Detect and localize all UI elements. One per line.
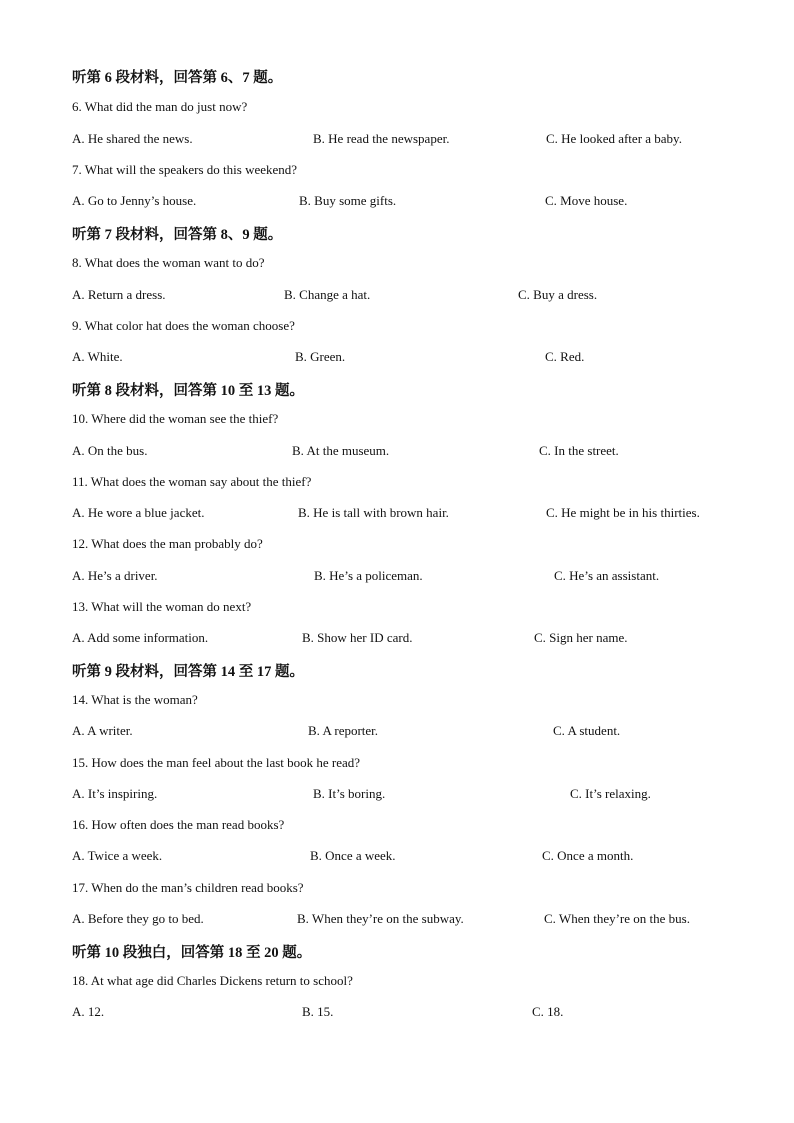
option-b: B. At the museum.: [292, 443, 390, 458]
question-18: 18. At what age did Charles Dickens return to school?: [72, 973, 353, 988]
question-18-options: [0, 1004, 794, 1022]
option-a: A. Add some information.: [72, 630, 209, 645]
option-a: A. Before they go to bed.: [72, 911, 204, 926]
option-c: C. It’s relaxing.: [570, 786, 651, 801]
question-15-options: [0, 786, 794, 804]
question-16-options: [0, 848, 794, 866]
question-15: 15. How does the man feel about the last book he read?: [72, 755, 361, 770]
option-a: A. He shared the news.: [72, 131, 193, 146]
option-c: C. 18.: [532, 1004, 564, 1019]
option-c: C. He’s an assistant.: [554, 568, 660, 583]
question-14-options: [0, 723, 794, 741]
option-c: C. Sign her name.: [534, 630, 628, 645]
option-c: C. He looked after a baby.: [546, 131, 682, 146]
question-10: 10. Where did the woman see the thief?: [72, 411, 279, 426]
section-heading: 听第 8 段材料，回答第 10 至 13 题。: [72, 383, 304, 399]
option-b: B. He’s a policeman.: [314, 568, 423, 583]
option-b: B. Once a week.: [310, 848, 396, 863]
option-a: A. It’s inspiring.: [72, 786, 158, 801]
option-a: A. He’s a driver.: [72, 568, 158, 583]
option-a: A. 12.: [72, 1004, 105, 1019]
option-c: C. In the street.: [539, 443, 619, 458]
question-7-options: [0, 193, 794, 211]
question-12-options: [0, 568, 794, 586]
option-c: C. Red.: [545, 349, 585, 364]
question-6-options: [0, 131, 794, 149]
question-9-options: [0, 349, 794, 367]
option-a: A. Twice a week.: [72, 848, 163, 863]
question-10-options: [0, 443, 794, 461]
option-a: A. Go to Jenny’s house.: [72, 193, 197, 208]
option-c: C. He might be in his thirties.: [546, 505, 700, 520]
question-11: 11. What does the woman say about the thief?: [72, 474, 312, 489]
question-14: 14. What is the woman?: [72, 692, 198, 707]
option-b: B. When they’re on the subway.: [297, 911, 464, 926]
option-b: B. He read the newspaper.: [313, 131, 450, 146]
option-b: B. Buy some gifts.: [299, 193, 397, 208]
question-7: 7. What will the speakers do this weekend?: [72, 162, 298, 177]
option-b: B. A reporter.: [308, 723, 379, 738]
option-b: B. Show her ID card.: [302, 630, 413, 645]
question-17-options: [0, 911, 794, 929]
option-a: A. A writer.: [72, 723, 133, 738]
option-b: B. 15.: [302, 1004, 334, 1019]
option-a: A. On the bus.: [72, 443, 148, 458]
option-c: C. Buy a dress.: [518, 287, 598, 302]
option-b: B. Change a hat.: [284, 287, 371, 302]
option-c: C. Move house.: [545, 193, 628, 208]
option-b: B. It’s boring.: [313, 786, 386, 801]
section-heading: 听第 10 段独白，回答第 18 至 20 题。: [72, 945, 312, 961]
option-b: B. Green.: [295, 349, 346, 364]
option-a: A. Return a dress.: [72, 287, 166, 302]
option-a: A. White.: [72, 349, 123, 364]
question-8-options: [0, 287, 794, 305]
section-heading: 听第 9 段材料，回答第 14 至 17 题。: [72, 664, 304, 680]
question-9: 9. What color hat does the woman choose?: [72, 318, 295, 333]
question-8: 8. What does the woman want to do?: [72, 255, 265, 270]
question-12: 12. What does the man probably do?: [72, 536, 263, 551]
option-a: A. He wore a blue jacket.: [72, 505, 205, 520]
question-6: 6. What did the man do just now?: [72, 99, 248, 114]
question-11-options: [0, 505, 794, 523]
section-heading: 听第 7 段材料，回答第 8、9 题。: [72, 227, 283, 243]
option-c: C. Once a month.: [542, 848, 634, 863]
option-c: C. A student.: [553, 723, 621, 738]
question-13: 13. What will the woman do next?: [72, 599, 252, 614]
option-b: B. He is tall with brown hair.: [298, 505, 449, 520]
question-17: 17. When do the man’s children read books?: [72, 880, 304, 895]
option-c: C. When they’re on the bus.: [544, 911, 690, 926]
section-heading: 听第 6 段材料，回答第 6、7 题。: [72, 70, 283, 86]
question-13-options: [0, 630, 794, 648]
question-16: 16. How often does the man read books?: [72, 817, 285, 832]
